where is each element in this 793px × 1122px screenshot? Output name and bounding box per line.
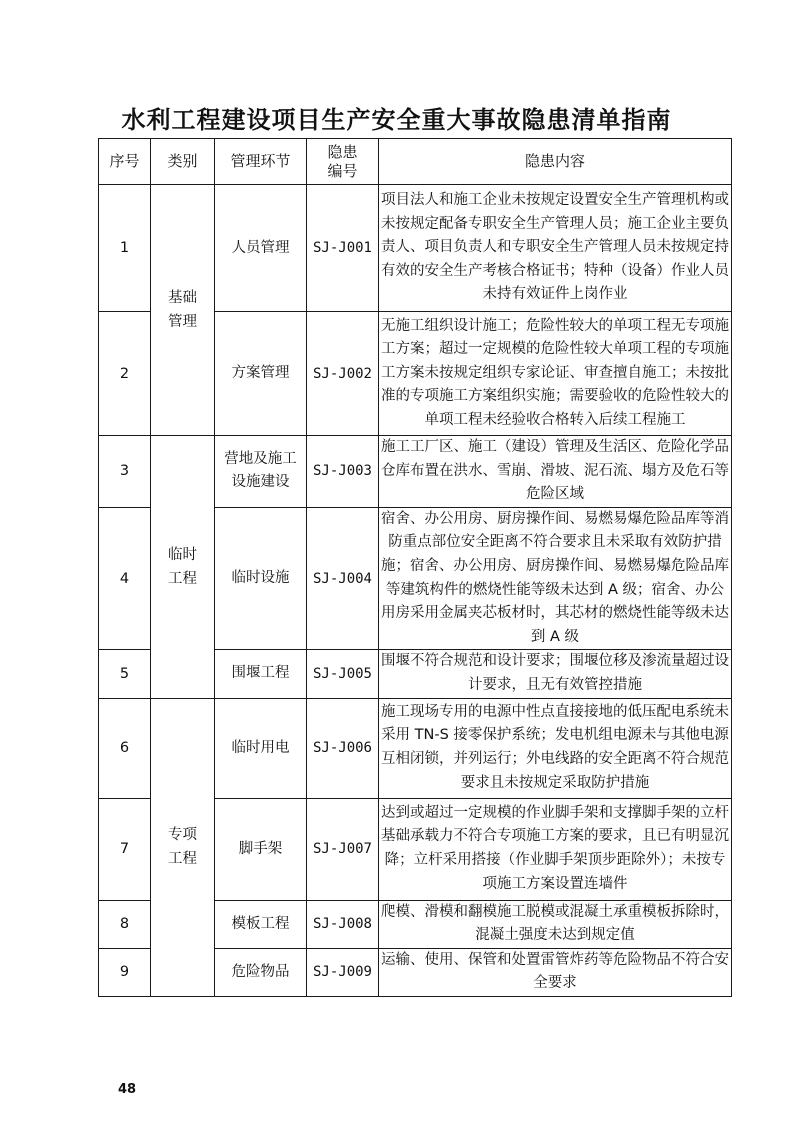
row-content: 施工工厂区、施工（建设）管理及生活区、危险化学品仓库布置在洪水、雪崩、滑坡、泥石流、塌方及危石等危险区域 xyxy=(379,436,732,508)
row-seq: 7 xyxy=(99,798,151,900)
row-code: SJ-J008 xyxy=(307,900,379,948)
category-label: 临时工程 xyxy=(168,546,197,587)
row-seq: 3 xyxy=(99,436,151,508)
category-label: 专项工程 xyxy=(168,827,197,868)
row-content: 运输、使用、保管和处置雷管炸药等危险物品不符合安全要求 xyxy=(379,948,732,996)
row-stage: 危险物品 xyxy=(215,948,307,996)
row-content: 爬模、滑模和翻模施工脱模或混凝土承重模板拆除时，混凝土强度未达到规定值 xyxy=(379,900,732,948)
header-code xyxy=(307,139,379,185)
row-code: SJ-J002 xyxy=(307,312,379,436)
row-stage: 脚手架 xyxy=(215,798,307,900)
page-number: 48 xyxy=(118,1082,137,1097)
row-code: SJ-J003 xyxy=(307,436,379,508)
hazard-table xyxy=(98,138,732,997)
header-seq: 序号 xyxy=(99,139,151,185)
row-stage: 围堰工程 xyxy=(215,650,307,698)
category-cell xyxy=(151,436,215,699)
row-seq: 1 xyxy=(99,185,151,312)
stage-label: 营地及施工设施建设 xyxy=(224,451,297,491)
row-content: 宿舍、办公用房、厨房操作间、易燃易爆危险品库等消防重点部位安全距离不符合要求且未采取有效防护措施；宿舍、办公用房、厨房操作间、易燃易爆危险品库等建筑构件的燃烧性能等级未达到 A 级；宿舍、办公用房采用金属夹芯板材时，其芯材的燃烧性能等级未达到 A 级 xyxy=(379,507,732,650)
row-code: SJ-J004 xyxy=(307,507,379,650)
header-stage: 管理环节 xyxy=(215,139,307,185)
row-content: 无施工组织设计施工；危险性较大的单项工程无专项施工方案；超过一定规模的危险性较大单项工程的专项施工方案未按规定组织专家论证、审查擅自施工；未按批准的专项施工方案组织实施；需要验收的危险性较大的单项工程未经验收合格转入后续工程施工 xyxy=(379,312,732,436)
row-stage: 方案管理 xyxy=(215,312,307,436)
row-code: SJ-J005 xyxy=(307,650,379,698)
row-seq: 9 xyxy=(99,948,151,996)
category-cell xyxy=(151,185,215,436)
row-code: SJ-J007 xyxy=(307,798,379,900)
row-content: 达到或超过一定规模的作业脚手架和支撑脚手架的立杆基础承载力不符合专项施工方案的要求，且已有明显沉降；立杆采用搭接（作业脚手架顶步距除外）；未按专项施工方案设置连墙件 xyxy=(379,798,732,900)
row-seq: 2 xyxy=(99,312,151,436)
row-seq: 8 xyxy=(99,900,151,948)
table-row xyxy=(99,698,732,798)
row-code: SJ-J006 xyxy=(307,698,379,798)
row-content: 围堰不符合规范和设计要求；围堰位移及渗流量超过设计要求，且无有效管控措施 xyxy=(379,650,732,698)
row-seq: 6 xyxy=(99,698,151,798)
row-stage xyxy=(215,436,307,508)
header-code-label: 隐患编号 xyxy=(327,142,358,180)
table-row xyxy=(99,185,732,312)
category-cell xyxy=(151,698,215,996)
row-stage: 人员管理 xyxy=(215,185,307,312)
row-seq: 4 xyxy=(99,507,151,650)
row-content: 施工现场专用的电源中性点直接接地的低压配电系统未采用 TN-S 接零保护系统；发电机组电源未与其他电源互相闭锁，并列运行；外电线路的安全距离不符合规范要求且未按规定采取防护措施 xyxy=(379,698,732,798)
row-seq: 5 xyxy=(99,650,151,698)
row-stage: 模板工程 xyxy=(215,900,307,948)
row-stage: 临时用电 xyxy=(215,698,307,798)
row-content: 项目法人和施工企业未按规定设置安全生产管理机构或未按规定配备专职安全生产管理人员；施工企业主要负责人、项目负责人和专职安全生产管理人员未按规定持有效的安全生产考核合格证书；特种（设备）作业人员未持有效证件上岗作业 xyxy=(379,185,732,312)
header-category: 类别 xyxy=(151,139,215,185)
row-code: SJ-J009 xyxy=(307,948,379,996)
header-content: 隐患内容 xyxy=(379,139,732,185)
category-label: 基础管理 xyxy=(168,290,197,330)
page-title: 水利工程建设项目生产安全重大事故隐患清单指南 xyxy=(121,105,672,134)
row-code: SJ-J001 xyxy=(307,185,379,312)
header-row xyxy=(99,139,732,185)
table-row xyxy=(99,436,732,508)
row-stage: 临时设施 xyxy=(215,507,307,650)
